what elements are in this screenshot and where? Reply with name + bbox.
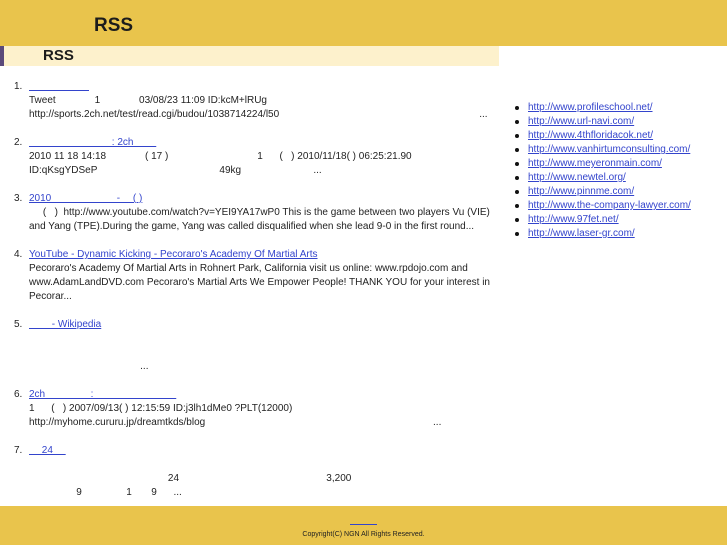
sidebar-link-item (514, 143, 724, 157)
site-title: RSS (94, 15, 134, 36)
site-header (0, 0, 727, 46)
bullet-icon (515, 190, 519, 194)
feed-list (14, 80, 492, 514)
sidebar-link[interactable]: http://www.meyeronmain.com/ (528, 158, 662, 169)
feed-item-description: 1 ( ) 2007/09/13( ) 12:15:59 ID:j3lh1dMe0 ?PLT(12000) http://myhome.cururu.jp/dreamtkds/blog ... (29, 403, 442, 428)
feed-item (14, 80, 492, 122)
footer-link-underline[interactable] (350, 524, 377, 525)
sidebar-link-item (514, 185, 724, 199)
feed-item-link[interactable]: 24 (29, 445, 66, 456)
section-bar (0, 46, 499, 66)
section-accent (0, 46, 4, 66)
sidebar-link[interactable]: http://www.pinnme.com/ (528, 186, 635, 197)
sidebar-link-item (514, 129, 724, 143)
sidebar-link-item (514, 157, 724, 171)
bullet-icon (515, 232, 519, 236)
copyright-text: Copyright(C) NGN All Rights Reserved. (302, 531, 425, 538)
feed-item-number: 4. (14, 249, 23, 260)
sidebar-link[interactable]: http://www.newtel.org/ (528, 172, 626, 183)
feed-item-link[interactable]: 2ch : (29, 389, 177, 400)
feed-item-number: 2. (14, 137, 23, 148)
bullet-icon (515, 148, 519, 152)
bullet-icon (515, 176, 519, 180)
sidebar-link-item (514, 213, 724, 227)
sidebar-link-item (514, 171, 724, 185)
sidebar-link[interactable]: http://www.the-company-lawyer.com/ (528, 200, 691, 211)
sidebar-link-item (514, 115, 724, 129)
feed-item-description: ... (140, 361, 149, 372)
feed-item-link[interactable]: 2010 - ( ) (29, 193, 143, 204)
sidebar-link[interactable]: http://www.profileschool.net/ (528, 102, 653, 113)
feed-item-description: 2010 11 18 14:18 ( 17 ) 1 ( ) 2010/11/18( ) 06:25:21.90 ID:qKsgYDSeP 49kg ... (29, 151, 412, 176)
feed-item-number: 7. (14, 445, 23, 456)
feed-item (14, 388, 492, 430)
bullet-icon (515, 162, 519, 166)
feed-item-link[interactable]: : 2ch (29, 137, 157, 148)
bullet-icon (515, 106, 519, 110)
bullet-icon (515, 204, 519, 208)
sidebar-link-item (514, 199, 724, 213)
feed-item-description: Pecoraro's Academy Of Martial Arts in Rohnert Park, California visit us online: www.rpdojo.com and www.AdamLandDVD.com Pecoraro's Martial Arts We Empower People! THANK YOU for your interest in Pecorar... (29, 263, 493, 302)
sidebar-links (514, 101, 724, 241)
feed-item-number: 3. (14, 193, 23, 204)
feed-item (14, 248, 492, 304)
feed-item-link[interactable] (29, 80, 89, 94)
feed-item (14, 444, 492, 500)
feed-item-link[interactable]: - Wikipedia (29, 319, 102, 330)
site-footer (0, 506, 727, 545)
sidebar-link[interactable]: http://www.4thfloridacok.net/ (528, 130, 654, 141)
sidebar-link[interactable]: http://www.url-navi.com/ (528, 116, 635, 127)
feed-item-number: 6. (14, 389, 23, 400)
sidebar-link[interactable]: http://www.vanhirtumconsulting.com/ (528, 144, 691, 155)
feed-item-link[interactable]: YouTube - Dynamic Kicking - Pecoraro's Academy Of Martial Arts (29, 249, 318, 260)
sidebar-link-item (514, 101, 724, 115)
bullet-icon (515, 218, 519, 222)
sidebar-link-item (514, 227, 724, 241)
bullet-icon (515, 134, 519, 138)
feed-item (14, 318, 492, 374)
section-title: RSS (43, 47, 74, 64)
sidebar-link[interactable]: http://www.laser-gr.com/ (528, 228, 635, 239)
feed-item (14, 136, 492, 178)
bullet-icon (515, 120, 519, 124)
feed-item-number: 1. (14, 81, 23, 92)
sidebar-link[interactable]: http://www.97fet.net/ (528, 214, 619, 225)
feed-item-description: Tweet 1 03/08/23 11:09 ID:kcM+lRUg http://sports.2ch.net/test/read.cgi/budou/1038714224/l50 ... (29, 95, 488, 120)
feed-item (14, 192, 492, 234)
feed-item-description: 24 3,200 9 1 9 ... (76, 473, 352, 498)
feed-item-number: 5. (14, 319, 23, 330)
feed-item-description: ( ) http://www.youtube.com/watch?v=YEI9YA17wP0 This is the game between two players Vu (VIE) and Yang (TPE).During the game, Yang was called disqualified when she lead 9-0 in the first round... (29, 207, 493, 232)
